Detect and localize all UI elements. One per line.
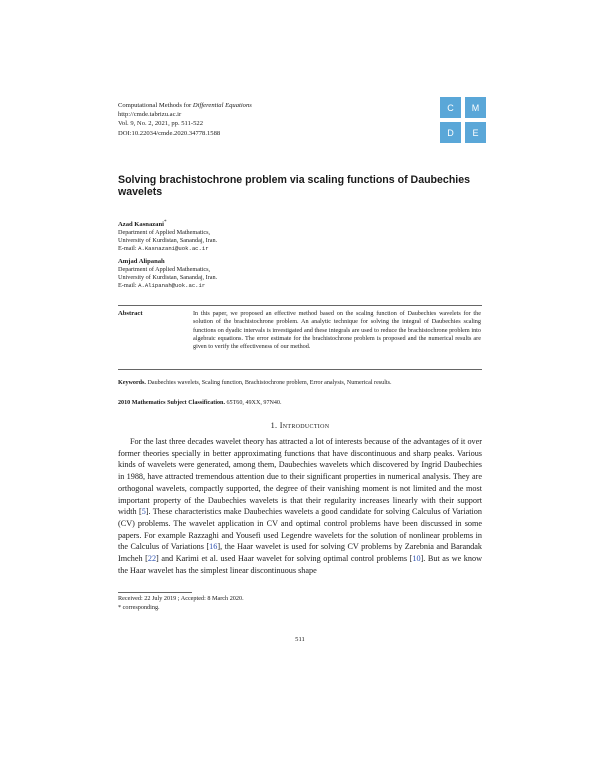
paper-title: Solving brachistochrone problem via scaling functions of Daubechies wavelets <box>118 174 471 198</box>
abstract-text: In this paper, we proposed an effective method based on the scaling function of Daubechies wavelets for the solution of the brachistochrone problem. An analytic technique for solving the integral of Daubechies scaling functions on dyadic intervals is investigated and these integrals are used to reduce the brachistochrone problem into algebraic equations. The error estimate for the brachistochrone problem is proposed and the numerical results are given to verify the effectiveness of our method. <box>193 310 481 350</box>
section-heading <box>0 421 600 430</box>
journal-doi[interactable]: DOI:10.22034/cmde.2020.34778.1588 <box>118 129 221 137</box>
logo-tile-c: C <box>440 97 461 118</box>
author-block-1 <box>118 218 217 253</box>
author-dept: Department of Applied Mathematics, <box>118 229 211 237</box>
author-email[interactable]: A.Kasnazani@uok.ac.ir <box>138 245 209 253</box>
author-email[interactable]: A.Alipanah@uok.ac.ir <box>138 282 206 289</box>
page-number: 511 <box>295 636 305 643</box>
journal-volume: Vol. 9, No. 2, 2021, pp. 511-522 <box>118 120 203 128</box>
body-text <box>118 436 482 576</box>
citation-link[interactable]: 16 <box>209 542 218 552</box>
abstract-bottom-rule <box>118 369 482 370</box>
journal-logo <box>440 97 486 143</box>
footnote-received: Received: 22 July 2019 ; Accepted: 8 March 2020. <box>118 595 244 602</box>
journal-name: Computational Methods for Differential Equations <box>118 102 252 109</box>
keywords-text: Daubechies wavelets, Scaling function, Brachistochrone problem, Error analysis, Numerical results. <box>145 380 392 386</box>
abstract-top-rule <box>118 305 482 306</box>
intro-paragraph: For the last three decades wavelet theory has attracted a lot of interests because of the advantages of it over former theories specially in better approximating functions that have discontinuous and sharp peaks. Various kinds of wavelets were generated, among them, Daubechies wavelets which discovered by Ingrid Daubechies in 1988, have attracted tremendous attention due to their significant properties in numerical analysis. They are orthogonal wavelets, compactly supported, the degree of their vanishing moment is not limited and the most important property of the Daubechies wavelets is that their regularity increases linearly with their support width [5]. These characteristics make Daubechies wavelets a good candidate for solving Calculus of Variation (CV) problems. The wavelet application in CV and optimal control problems have been discussed in some papers. For example Razzaghi and Yousefi used Legendre wavelets for the solution of nonlinear problems in the Calculus of Variations [16], the Haar wavelet is used for solving CV problems by Zarebnia and Barandak Imcheh [22] and Karimi et al. used Haar wavelet for solving optimal control problems [10]. But as we know the Haar wavelet has the simplest linear discontinuous shape <box>118 437 483 575</box>
abstract-label: Abstract <box>118 310 143 317</box>
section-number: 1. <box>270 421 278 430</box>
author-univ: University of Kurdistan, Sanandaj, Iran. <box>118 237 218 245</box>
citation-link[interactable]: 10 <box>412 554 421 564</box>
journal-header <box>118 101 252 138</box>
author-univ: University of Kurdistan, Sanandaj, Iran. <box>118 274 218 281</box>
keywords-label: Keywords. <box>118 380 146 386</box>
corresponding-mark: * <box>163 219 167 225</box>
footnote-rule <box>118 592 192 593</box>
author-name: Amjad Alipanah <box>118 258 165 265</box>
msc-label: 2010 Mathematics Subject Classification. <box>118 400 225 406</box>
msc-text: 65T60, 49XX, 97N40. <box>224 400 282 406</box>
logo-tile-e: E <box>465 122 486 143</box>
citation-link[interactable]: 5 <box>141 507 146 517</box>
email-label: E-mail: <box>118 245 139 253</box>
email-label: E-mail: <box>118 282 139 289</box>
footnotes <box>118 595 244 612</box>
footnote-corresponding: * corresponding. <box>118 603 160 611</box>
author-block-2 <box>118 258 217 290</box>
section-title: Introduction <box>279 421 330 430</box>
msc-classification <box>118 400 282 406</box>
author-name: Azad Kasnazani <box>118 221 164 229</box>
author-dept: Department of Applied Mathematics, <box>118 266 211 273</box>
logo-tile-m: M <box>465 97 486 118</box>
citation-link[interactable]: 22 <box>147 554 157 564</box>
keywords <box>118 379 482 388</box>
journal-url[interactable]: http://cmde.tabrizu.ac.ir <box>118 111 182 119</box>
logo-tile-d: D <box>440 122 461 143</box>
